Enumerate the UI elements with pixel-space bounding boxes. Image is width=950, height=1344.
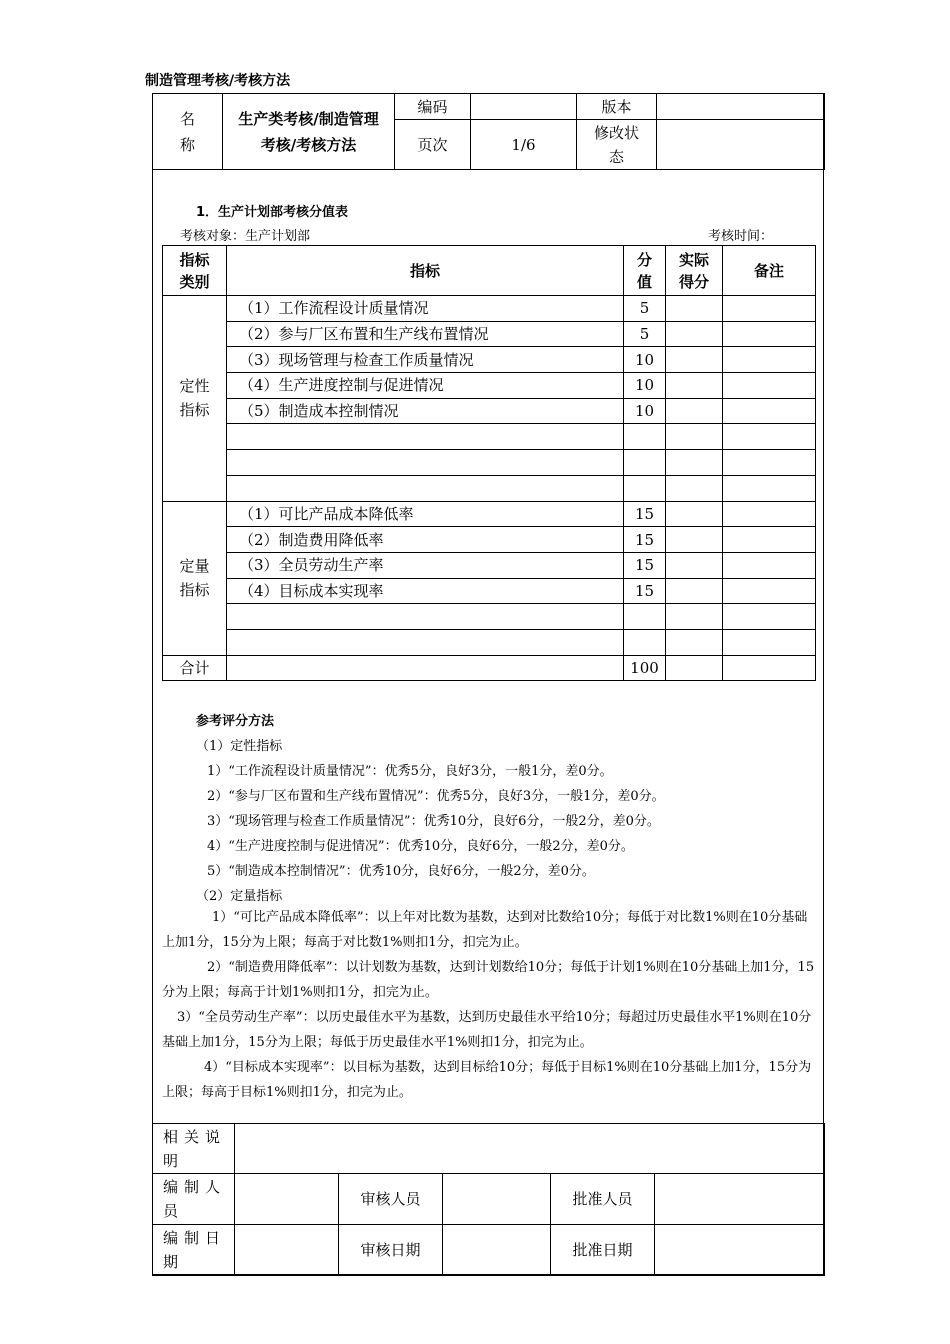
related-value bbox=[235, 1124, 825, 1174]
code-label: 编码 bbox=[395, 94, 471, 120]
qual-item: 5）“制造成本控制情况”：优秀10分，良好6分，一般2分，差0分。 bbox=[207, 864, 595, 879]
revision-value bbox=[657, 120, 825, 170]
total-label: 合计 bbox=[163, 655, 227, 681]
related-label: 相关说明 bbox=[153, 1124, 235, 1174]
approve-date-label: 批准日期 bbox=[551, 1225, 655, 1276]
footer-table bbox=[152, 1123, 825, 1276]
table-row: （4）生产进度控制与促进情况 10 bbox=[163, 373, 816, 399]
quant-item: 1）“可比产品成本降低率”：以上年对比数为基数，达到对比数给10分；每低于对比数1%则在10分基础上加1分，15分为上限；每高于对比数1%则扣1分，扣完为止。 bbox=[162, 910, 808, 950]
score-table bbox=[162, 245, 816, 681]
table-row: （4）目标成本实现率 15 bbox=[163, 578, 816, 604]
qualitative-category: 定性指标 bbox=[163, 296, 227, 502]
quantitative-heading: （2）定量指标 bbox=[196, 889, 283, 904]
table-row: （3）全员劳动生产率 15 bbox=[163, 552, 816, 578]
qualitative-heading: （1）定性指标 bbox=[196, 739, 283, 754]
page-value: 1/6 bbox=[471, 120, 577, 170]
edit-date-label: 编制日期 bbox=[153, 1225, 235, 1276]
total-row bbox=[163, 655, 816, 681]
header-table bbox=[152, 93, 825, 170]
version-label: 版本 bbox=[577, 94, 657, 120]
name-label: 名称 bbox=[153, 94, 223, 170]
table-row: （3）现场管理与检查工作质量情况 10 bbox=[163, 347, 816, 373]
assessment-time: 考核时间： bbox=[708, 229, 774, 244]
col-actual-score: 实际得分 bbox=[666, 246, 723, 296]
approve-date-value bbox=[655, 1225, 825, 1276]
version-value bbox=[657, 94, 825, 120]
table-row bbox=[163, 604, 816, 630]
editor-label: 编制人员 bbox=[153, 1174, 235, 1225]
method-title: 参考评分方法 bbox=[196, 714, 275, 729]
document-title: 制造管理考核/考核方法 bbox=[145, 73, 291, 89]
table-row bbox=[163, 450, 816, 476]
approver-value bbox=[655, 1174, 825, 1225]
qual-item: 2）“参与厂区布置和生产线布置情况”：优秀5分，良好3分，一般1分，差0分。 bbox=[207, 789, 665, 804]
table-row: 定性指标 （1）工作流程设计质量情况 5 bbox=[163, 296, 816, 322]
table-row bbox=[163, 424, 816, 450]
name-value: 生产类考核/制造管理考核/考核方法 bbox=[223, 94, 395, 170]
page-label: 页次 bbox=[395, 120, 471, 170]
approver-label: 批准人员 bbox=[551, 1174, 655, 1225]
quant-item: 3）“全员劳动生产率”：以历史最佳水平为基数，达到历史最佳水平给10分；每超过历史最佳水平1%则在10分基础上加1分，15分为上限；每低于历史最佳水平1%则扣1分，扣完为止。 bbox=[162, 1010, 812, 1050]
qual-item: 1）“工作流程设计质量情况”：优秀5分，良好3分，一般1分，差0分。 bbox=[207, 764, 613, 779]
quantitative-category: 定量指标 bbox=[163, 501, 227, 655]
reviewer-value bbox=[443, 1174, 551, 1225]
review-date-label: 审核日期 bbox=[339, 1225, 443, 1276]
qual-item: 4）“生产进度控制与促进情况”：优秀10分，良好6分，一般2分，差0分。 bbox=[207, 839, 634, 854]
editor-value bbox=[235, 1174, 339, 1225]
edit-date-value bbox=[235, 1225, 339, 1276]
col-remark: 备注 bbox=[723, 246, 816, 296]
section1-title: 1．生产计划部考核分值表 bbox=[196, 205, 349, 220]
total-value: 100 bbox=[624, 655, 666, 681]
table-row: （2）参与厂区布置和生产线布置情况 5 bbox=[163, 321, 816, 347]
quant-item: 4）“目标成本实现率”：以目标为基数，达到目标给10分；每低于目标1%则在10分基础上加1分，15分为上限；每高于目标1%则扣1分，扣完为止。 bbox=[162, 1060, 812, 1100]
revision-label: 修改状态 bbox=[577, 120, 657, 170]
code-value bbox=[471, 94, 577, 120]
reviewer-label: 审核人员 bbox=[339, 1174, 443, 1225]
col-category: 指标类别 bbox=[163, 246, 227, 296]
assessment-target: 考核对象：生产计划部 bbox=[180, 229, 311, 244]
table-row: （2）制造费用降低率 15 bbox=[163, 527, 816, 553]
quant-item: 2）“制造费用降低率”：以计划数为基数，达到计划数给10分；每低于计划1%则在10分基础上加1分，15分为上限；每高于计划1%则扣1分，扣完为止。 bbox=[162, 960, 815, 1000]
col-score: 分值 bbox=[624, 246, 666, 296]
table-row bbox=[163, 475, 816, 501]
table-row bbox=[163, 629, 816, 655]
table-header-row bbox=[163, 246, 816, 296]
review-date-value bbox=[443, 1225, 551, 1276]
col-indicator: 指标 bbox=[227, 246, 624, 296]
table-row: （5）制造成本控制情况 10 bbox=[163, 398, 816, 424]
table-row: 定量指标 （1）可比产品成本降低率 15 bbox=[163, 501, 816, 527]
qual-item: 3）“现场管理与检查工作质量情况”：优秀10分，良好6分，一般2分，差0分。 bbox=[207, 814, 660, 829]
